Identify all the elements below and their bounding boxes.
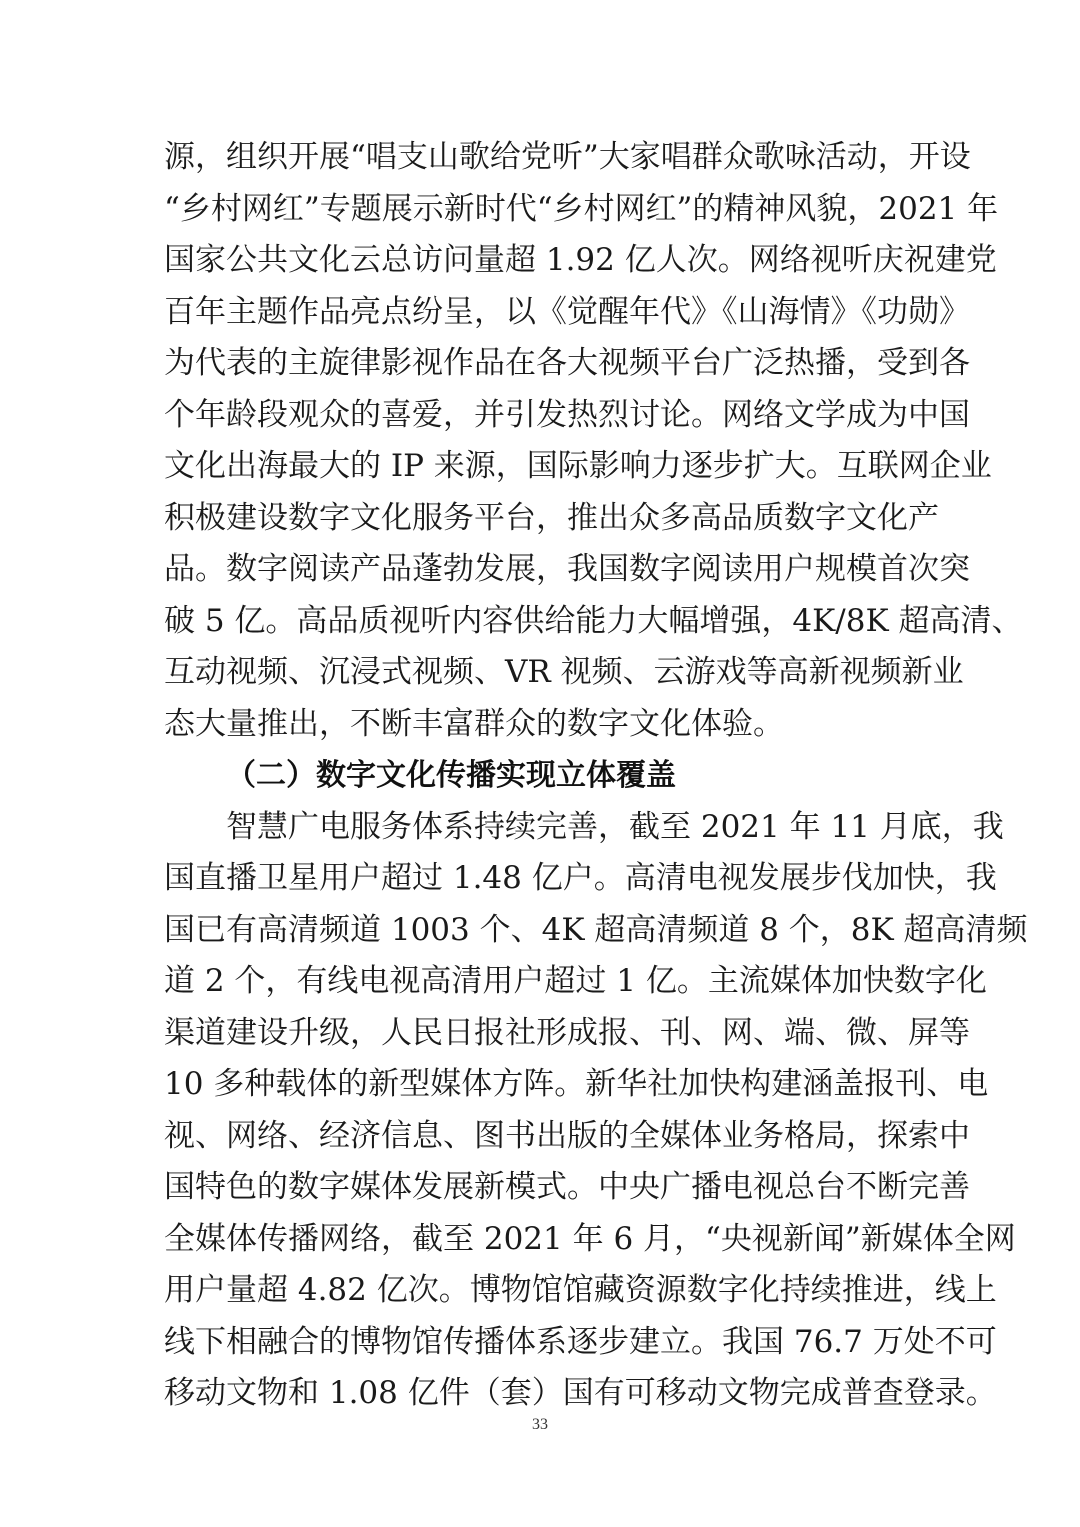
text-line: 移动文物和 1.08 亿件（套）国有可移动文物完成普查登录。 (164, 1375, 997, 1411)
text-line: 国直播卫星用户超过 1.48 亿户。高清电视发展步伐加快，我 (164, 860, 997, 896)
text-line: 国已有高清频道 1003 个、4K 超高清频道 8 个，8K 超高清频 (164, 911, 1028, 948)
text-line: 破 5 亿。高品质视听内容供给能力大幅增强，4K/8K 超高清、 (164, 602, 1023, 639)
text-line: 为代表的主旋律影视作品在各大视频平台广泛热播，受到各 (164, 345, 970, 381)
text-line: 全媒体传播网络，截至 2021 年 6 月，“央视新闻”新媒体全网 (164, 1220, 1016, 1257)
body-text (164, 132, 1028, 1420)
text-line: 10 多种载体的新型媒体方阵。新华社加快构建涵盖报刊、电 (164, 1066, 989, 1102)
paragraph-1 (164, 132, 1023, 750)
text-line: 文化出海最大的 IP 来源，国际影响力逐步扩大。互联网企业 (164, 448, 992, 484)
text-line: 源，组织开展“唱支山歌给党听”大家唱群众歌咏活动，开设 (164, 139, 971, 175)
text-line: 线下相融合的博物馆传播体系逐步建立。我国 76.7 万处不可 (164, 1323, 997, 1360)
text-line: “乡村网红”专题展示新时代“乡村网红”的精神风貌，2021 年 (164, 190, 999, 227)
text-line: 互动视频、沉浸式视频、VR 视频、云游戏等高新视频新业 (164, 654, 964, 690)
paragraph-2 (164, 802, 1028, 1420)
text-line: 态大量推出，不断丰富群众的数字文化体验。 (164, 705, 784, 742)
text-line: 智慧广电服务体系持续完善，截至 2021 年 11 月底，我 (226, 808, 1004, 845)
text-line: 积极建设数字文化服务平台，推出众多高品质数字文化产 (164, 499, 939, 536)
text-line: 国家公共文化云总访问量超 1.92 亿人次。网络视听庆祝建党 (164, 242, 997, 278)
text-line: 道 2 个，有线电视高清用户超过 1 亿。主流媒体加快数字化 (164, 963, 987, 999)
text-line: 渠道建设升级，人民日报社形成报、刊、网、端、微、屏等 (164, 1014, 970, 1051)
text-line: 国特色的数字媒体发展新模式。中央广播电视总台不断完善 (164, 1169, 970, 1205)
section-heading: （二）数字文化传播实现立体覆盖 (226, 758, 676, 793)
text-line: 个年龄段观众的喜爱，并引发热烈讨论。网络文学成为中国 (164, 396, 970, 433)
text-line: 用户量超 4.82 亿次。博物馆馆藏资源数字化持续推进，线上 (164, 1272, 997, 1308)
text-line: 视、网络、经济信息、图书出版的全媒体业务格局，探索中 (164, 1117, 970, 1154)
page-number: 33 (532, 1416, 548, 1433)
text-line: 百年主题作品亮点纷呈，以《觉醒年代》《山海情》《功勋》 (164, 293, 970, 330)
text-line: 品。数字阅读产品蓬勃发展，我国数字阅读用户规模首次突 (164, 551, 970, 587)
